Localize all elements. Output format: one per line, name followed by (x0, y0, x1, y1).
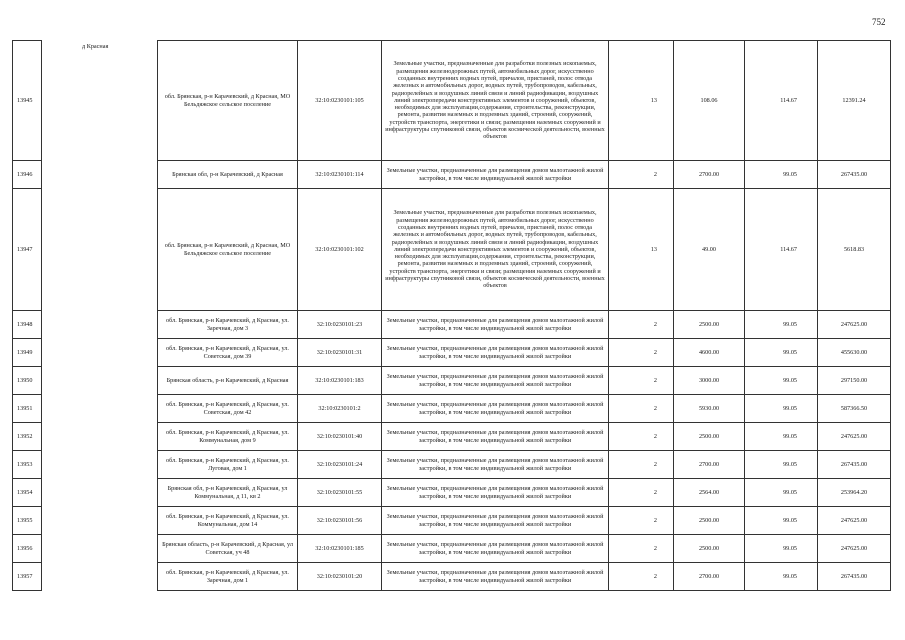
land-purpose-cell: Земельные участки, предназначенные для размещения домов малоэтажной жилой застройки, в том числе индивидуальной жилой застройки (382, 451, 609, 479)
table-row (13, 535, 891, 563)
cadastral-number-cell: 32:10:0230101:102 (298, 189, 382, 311)
address-cell: Брянская обл, р-н Карачевский, д Красная (158, 161, 298, 189)
page-number: 752 (872, 17, 886, 27)
area-cell: 2700.00 (674, 563, 745, 591)
row-number: 13945 (13, 41, 42, 161)
rate-cell: 114.67 (745, 41, 818, 161)
land-purpose-cell: Земельные участки, предназначенные для разработки полезных ископаемых, размещения железнодорожных путей, автомобильных дорог, искусственно созданных внутренних водных путей, причалов, пристаней, полос отвода железных и автомобильных дорог, водных путей, трубопроводов, кабельных, радиорелейных и воздушных линий связи и линий радиофикации, воздушных линий электропередачи конструктивных элементов и сооружений, объектов, необходимых для эксплуатации,содержания, строительства, реконструкции, ремонта, развития наземных и подземных зданий, строений, сооружений, устройств транспорта, энергетики и связи; размещения наземных сооружений и инфраструктуры спутниковой связи, объектов космической деятельности, военных объектов (382, 189, 609, 311)
group-cell: 2 (609, 339, 674, 367)
land-purpose-cell: Земельные участки, предназначенные для разработки полезных ископаемых, размещения железнодорожных путей, автомобильных дорог, искусственно созданных внутренних водных путей, причалов, пристаней, полос отвода железных и автомобильных дорог, водных путей, трубопроводов, кабельных, радиорелейных и воздушных линий связи и линий радиофикации, воздушных линий электропередачи конструктивных элементов и сооружений, объектов, необходимых для эксплуатации,содержания, строительства, реконструкции, ремонта, развития наземных и подземных зданий, строений, сооружений, устройств транспорта, энергетики и связи; размещения наземных сооружений и инфраструктуры спутниковой связи, объектов космической деятельности, военных объектов (382, 41, 609, 161)
address-cell: обл. Брянская, р-н Карачевский, д Красная, МО Бельдяжское сельское поселение (158, 189, 298, 311)
area-cell: 2500.00 (674, 311, 745, 339)
cadastral-number-cell: 32:10:0230101:105 (298, 41, 382, 161)
area-cell: 2500.00 (674, 507, 745, 535)
land-purpose-cell: Земельные участки, предназначенные для размещения домов малоэтажной жилой застройки, в том числе индивидуальной жилой застройки (382, 367, 609, 395)
cadastral-number-cell: 32:10:0230101:185 (298, 535, 382, 563)
land-purpose-cell: Земельные участки, предназначенные для размещения домов малоэтажной жилой застройки, в том числе индивидуальной жилой застройки (382, 395, 609, 423)
table-row (13, 189, 891, 311)
locality-column (42, 563, 158, 591)
cadastral-value-cell: 587366.50 (818, 395, 891, 423)
group-cell: 2 (609, 507, 674, 535)
cadastral-number-cell: 32:10:0230101:40 (298, 423, 382, 451)
locality-column (42, 395, 158, 423)
row-number: 13956 (13, 535, 42, 563)
cadastral-value-cell: 253964.20 (818, 479, 891, 507)
land-purpose-cell: Земельные участки, предназначенные для размещения домов малоэтажной жилой застройки, в том числе индивидуальной жилой застройки (382, 479, 609, 507)
address-cell: обл. Брянская, р-н Карачевский, д Красная, ул. Заречная, дом 3 (158, 311, 298, 339)
row-number: 13952 (13, 423, 42, 451)
table-row (13, 563, 891, 591)
cadastral-number-cell: 32:10:0230101:2 (298, 395, 382, 423)
cadastral-value-cell: 455630.00 (818, 339, 891, 367)
table-row (13, 395, 891, 423)
row-number: 13953 (13, 451, 42, 479)
locality-column (42, 423, 158, 451)
group-cell: 2 (609, 451, 674, 479)
locality-column (42, 311, 158, 339)
area-cell: 49.00 (674, 189, 745, 311)
rate-cell: 99.05 (745, 479, 818, 507)
table-row (13, 479, 891, 507)
row-number: 13950 (13, 367, 42, 395)
locality-column (42, 339, 158, 367)
rate-cell: 99.05 (745, 395, 818, 423)
area-cell: 5930.00 (674, 395, 745, 423)
group-cell: 2 (609, 479, 674, 507)
address-cell: Брянская обл, р-н Карачевский, д Красная, ул Коммунальная, д 11, кв 2 (158, 479, 298, 507)
rate-cell: 99.05 (745, 563, 818, 591)
table-row (13, 339, 891, 367)
table-row (13, 507, 891, 535)
land-purpose-cell: Земельные участки, предназначенные для размещения домов малоэтажной жилой застройки, в том числе индивидуальной жилой застройки (382, 507, 609, 535)
locality-column (42, 451, 158, 479)
area-cell: 2500.00 (674, 423, 745, 451)
land-purpose-cell: Земельные участки, предназначенные для размещения домов малоэтажной жилой застройки, в том числе индивидуальной жилой застройки (382, 161, 609, 189)
cadastral-number-cell: 32:10:0230101:31 (298, 339, 382, 367)
locality-column (42, 535, 158, 563)
cadastral-value-table (12, 40, 891, 591)
table-row (13, 451, 891, 479)
locality-column (42, 161, 158, 189)
address-cell: Брянская область, р-н Карачевский, д Красная (158, 367, 298, 395)
group-cell: 13 (609, 189, 674, 311)
cadastral-number-cell: 32:10:0230101:23 (298, 311, 382, 339)
row-number: 13946 (13, 161, 42, 189)
row-number: 13955 (13, 507, 42, 535)
rate-cell: 99.05 (745, 339, 818, 367)
area-cell: 2500.00 (674, 535, 745, 563)
address-cell: обл. Брянская, р-н Карачевский, д Красная, ул. Советская, дом 39 (158, 339, 298, 367)
row-number: 13948 (13, 311, 42, 339)
cadastral-number-cell: 32:10:0230101:20 (298, 563, 382, 591)
locality-column: д Красная (42, 41, 158, 161)
rate-cell: 99.05 (745, 507, 818, 535)
area-cell: 2564.00 (674, 479, 745, 507)
cadastral-value-cell: 247625.00 (818, 507, 891, 535)
row-number: 13954 (13, 479, 42, 507)
locality-column (42, 189, 158, 311)
area-cell: 108.06 (674, 41, 745, 161)
rate-cell: 114.67 (745, 189, 818, 311)
address-cell: обл. Брянская, р-н Карачевский, д Красная, ул. Советская, дом 42 (158, 395, 298, 423)
address-cell: обл. Брянская, р-н Карачевский, д Красная, ул. Коммунальная, дом 14 (158, 507, 298, 535)
cadastral-number-cell: 32:10:0230101:55 (298, 479, 382, 507)
cadastral-value-table-sheet (12, 40, 890, 591)
group-cell: 2 (609, 161, 674, 189)
row-number: 13949 (13, 339, 42, 367)
cadastral-number-cell: 32:10:0230101:183 (298, 367, 382, 395)
cadastral-value-cell: 247625.00 (818, 311, 891, 339)
row-number: 13951 (13, 395, 42, 423)
table-row (13, 367, 891, 395)
cadastral-value-cell: 247625.00 (818, 535, 891, 563)
group-cell: 2 (609, 395, 674, 423)
rate-cell: 99.05 (745, 311, 818, 339)
address-cell: обл. Брянская, р-н Карачевский, д Красная, ул. Луговая, дом 1 (158, 451, 298, 479)
rate-cell: 99.05 (745, 367, 818, 395)
address-cell: обл. Брянская, р-н Карачевский, д Красная, ул. Заречная, дом 1 (158, 563, 298, 591)
land-purpose-cell: Земельные участки, предназначенные для размещения домов малоэтажной жилой застройки, в том числе индивидуальной жилой застройки (382, 563, 609, 591)
rate-cell: 99.05 (745, 423, 818, 451)
area-cell: 4600.00 (674, 339, 745, 367)
area-cell: 2700.00 (674, 161, 745, 189)
locality-column (42, 507, 158, 535)
table-body (13, 41, 891, 591)
group-cell: 13 (609, 41, 674, 161)
cadastral-value-cell: 12391.24 (818, 41, 891, 161)
land-purpose-cell: Земельные участки, предназначенные для размещения домов малоэтажной жилой застройки, в том числе индивидуальной жилой застройки (382, 535, 609, 563)
group-cell: 2 (609, 311, 674, 339)
cadastral-number-cell: 32:10:0230101:56 (298, 507, 382, 535)
area-cell: 3000.00 (674, 367, 745, 395)
table-row (13, 161, 891, 189)
rate-cell: 99.05 (745, 535, 818, 563)
table-row (13, 311, 891, 339)
cadastral-value-cell: 297150.00 (818, 367, 891, 395)
row-number: 13947 (13, 189, 42, 311)
locality-column (42, 479, 158, 507)
group-cell: 2 (609, 535, 674, 563)
group-cell: 2 (609, 367, 674, 395)
rate-cell: 99.05 (745, 451, 818, 479)
area-cell: 2700.00 (674, 451, 745, 479)
address-cell: обл. Брянская, р-н Карачевский, д Красная, ул. Коммунальная, дом 9 (158, 423, 298, 451)
cadastral-value-cell: 5618.83 (818, 189, 891, 311)
locality-column (42, 367, 158, 395)
land-purpose-cell: Земельные участки, предназначенные для размещения домов малоэтажной жилой застройки, в том числе индивидуальной жилой застройки (382, 311, 609, 339)
rate-cell: 99.05 (745, 161, 818, 189)
cadastral-value-cell: 267435.00 (818, 563, 891, 591)
land-purpose-cell: Земельные участки, предназначенные для размещения домов малоэтажной жилой застройки, в том числе индивидуальной жилой застройки (382, 339, 609, 367)
address-cell: обл. Брянская, р-н Карачевский, д Красная, МО Бельдяжское сельское поселение (158, 41, 298, 161)
cadastral-number-cell: 32:10:0230101:114 (298, 161, 382, 189)
address-cell: Брянская область, р-н Карачевский, д Красная, ул Советская, уч 48 (158, 535, 298, 563)
cadastral-value-cell: 267435.00 (818, 161, 891, 189)
cadastral-value-cell: 267435.00 (818, 451, 891, 479)
cadastral-value-cell: 247625.00 (818, 423, 891, 451)
group-cell: 2 (609, 563, 674, 591)
table-row (13, 423, 891, 451)
table-row (13, 41, 891, 161)
row-number: 13957 (13, 563, 42, 591)
land-purpose-cell: Земельные участки, предназначенные для размещения домов малоэтажной жилой застройки, в том числе индивидуальной жилой застройки (382, 423, 609, 451)
cadastral-number-cell: 32:10:0230101:24 (298, 451, 382, 479)
group-cell: 2 (609, 423, 674, 451)
